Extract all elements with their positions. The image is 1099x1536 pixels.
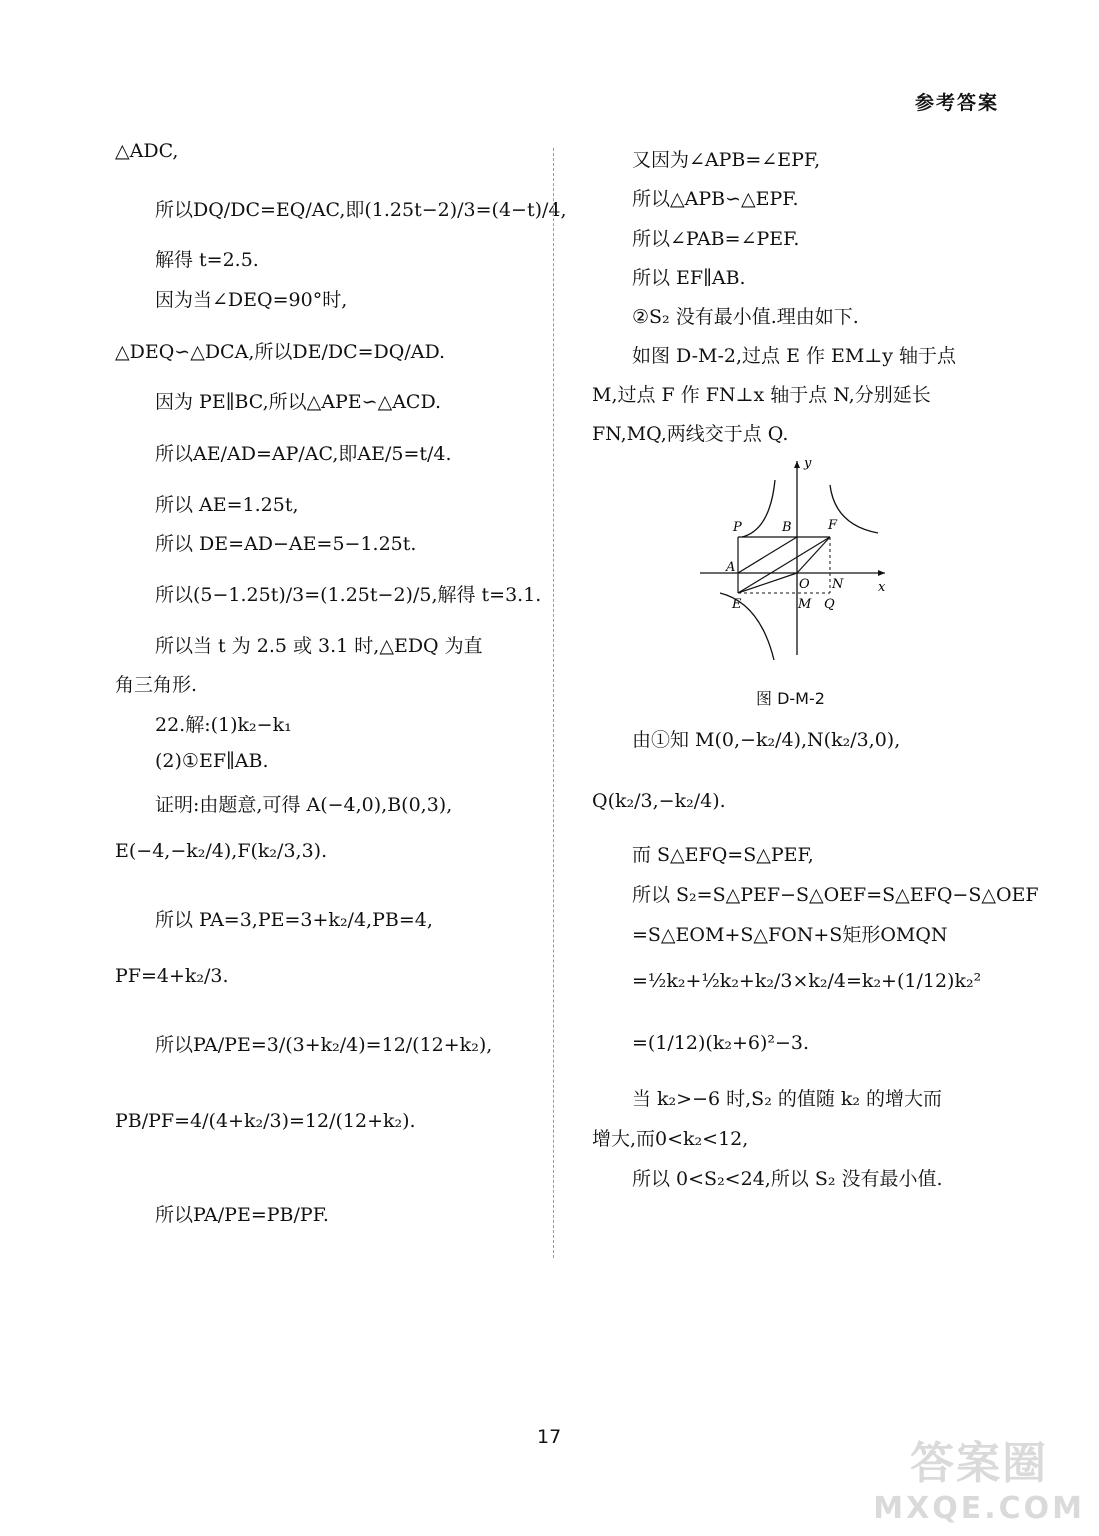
watermark: [873, 1427, 1085, 1526]
text-line: 而 S△EFQ=S△PEF,: [632, 844, 814, 866]
text-line: 如图 D-M-2,过点 E 作 EM⊥y 轴于点: [632, 345, 957, 367]
page-number: 17: [537, 1426, 562, 1448]
text-line: (2)①EF∥AB.: [155, 750, 269, 772]
text-line: 22.解:(1)k₂−k₁: [155, 714, 292, 736]
text-line: 由①知 M(0,−k₂/4),N(k₂/3,0),: [632, 729, 901, 751]
text-line: =(1/12)(k₂+6)²−3.: [632, 1032, 810, 1054]
text-line: 所以 EF∥AB.: [632, 267, 746, 289]
text-line: PB/PF=4/(4+k₂/3)=12/(12+k₂).: [115, 1110, 416, 1132]
text-line: △ADC,: [115, 140, 179, 162]
text-line: 所以AE/AD=AP/AC,即AE/5=t/4.: [155, 443, 452, 465]
text-line: ②S₂ 没有最小值.理由如下.: [632, 306, 859, 328]
text-line: 所以(5−1.25t)/3=(1.25t−2)/5,解得 t=3.1.: [155, 584, 542, 606]
text-line: 当 k₂>−6 时,S₂ 的值随 k₂ 的增大而: [632, 1088, 943, 1110]
text-line: 所以 0<S₂<24,所以 S₂ 没有最小值.: [632, 1168, 943, 1190]
segment-AB: [738, 537, 797, 573]
text-line: 所以 PA=3,PE=3+k₂/4,PB=4,: [155, 909, 433, 931]
x-axis-arrow: [878, 570, 885, 576]
segment-FO: [797, 537, 830, 573]
label-P: P: [733, 520, 742, 535]
hyperbola-branch-right: [830, 485, 878, 533]
text-line: 所以△APB∽△EPF.: [632, 188, 799, 210]
text-line: E(−4,−k₂/4),F(k₂/3,3).: [115, 840, 328, 862]
text-line: 角三角形.: [115, 674, 198, 696]
text-line: 解得 t=2.5.: [155, 249, 259, 271]
label-F: F: [828, 518, 838, 533]
text-line: 所以当 t 为 2.5 或 3.1 时,△EDQ 为直: [155, 635, 483, 657]
label-Q: Q: [824, 597, 835, 612]
coordinate-figure: [700, 455, 890, 665]
text-line: 所以DQ/DC=EQ/AC,即(1.25t−2)/3=(4−t)/4,: [155, 199, 567, 221]
y-axis-arrow: [794, 461, 800, 468]
text-line: 所以 DE=AD−AE=5−1.25t.: [155, 533, 417, 555]
text-line: 又因为∠APB=∠EPF,: [632, 149, 821, 171]
text-line: FN,MQ,两线交于点 Q.: [592, 423, 789, 445]
text-line: 证明:由题意,可得 A(−4,0),B(0,3),: [155, 794, 453, 816]
label-O: O: [799, 577, 810, 592]
hyperbola-branch-upper-left: [742, 480, 775, 537]
text-line: 因为当∠DEQ=90°时,: [155, 289, 348, 311]
text-line: △DEQ∽△DCA,所以DE/DC=DQ/AD.: [115, 341, 446, 363]
text-line: Q(k₂/3,−k₂/4).: [592, 790, 726, 812]
label-x: x: [878, 580, 886, 595]
text-line: PF=4+k₂/3.: [115, 965, 229, 987]
text-line: 所以PA/PE=PB/PF.: [155, 1204, 329, 1226]
label-A: A: [726, 560, 736, 575]
text-line: 增大,而0<k₂<12,: [592, 1128, 749, 1150]
text-line: 因为 PE∥BC,所以△APE∽△ACD.: [155, 391, 442, 413]
hyperbola-branch-lower-left: [720, 593, 774, 660]
segment-EO: [738, 573, 797, 593]
page-header: 参考答案: [914, 92, 999, 114]
text-line: M,过点 F 作 FN⊥x 轴于点 N,分别延长: [592, 384, 931, 406]
text-line: 所以 AE=1.25t,: [155, 494, 299, 516]
text-line: 所以 S₂=S△PEF−S△OEF=S△EFQ−S△OEF: [632, 884, 1039, 906]
watermark-line1: 答案圈: [910, 1438, 1049, 1489]
text-line: =S△EOM+S△FON+S矩形OMQN: [632, 924, 948, 946]
label-E: E: [732, 597, 742, 612]
label-y: y: [804, 456, 812, 471]
text-line: 所以PA/PE=3/(3+k₂/4)=12/(12+k₂),: [155, 1034, 493, 1056]
text-line: =½k₂+½k₂+k₂/3×k₂/4=k₂+(1/12)k₂²: [632, 970, 982, 992]
label-M: M: [798, 597, 812, 612]
column-divider: [553, 148, 554, 1258]
watermark-line2: MXQE.COM: [873, 1491, 1085, 1526]
label-B: B: [782, 520, 792, 535]
figure-caption: 图 D-M-2: [756, 689, 825, 708]
text-line: 所以∠PAB=∠PEF.: [632, 228, 800, 250]
label-N: N: [832, 577, 844, 592]
